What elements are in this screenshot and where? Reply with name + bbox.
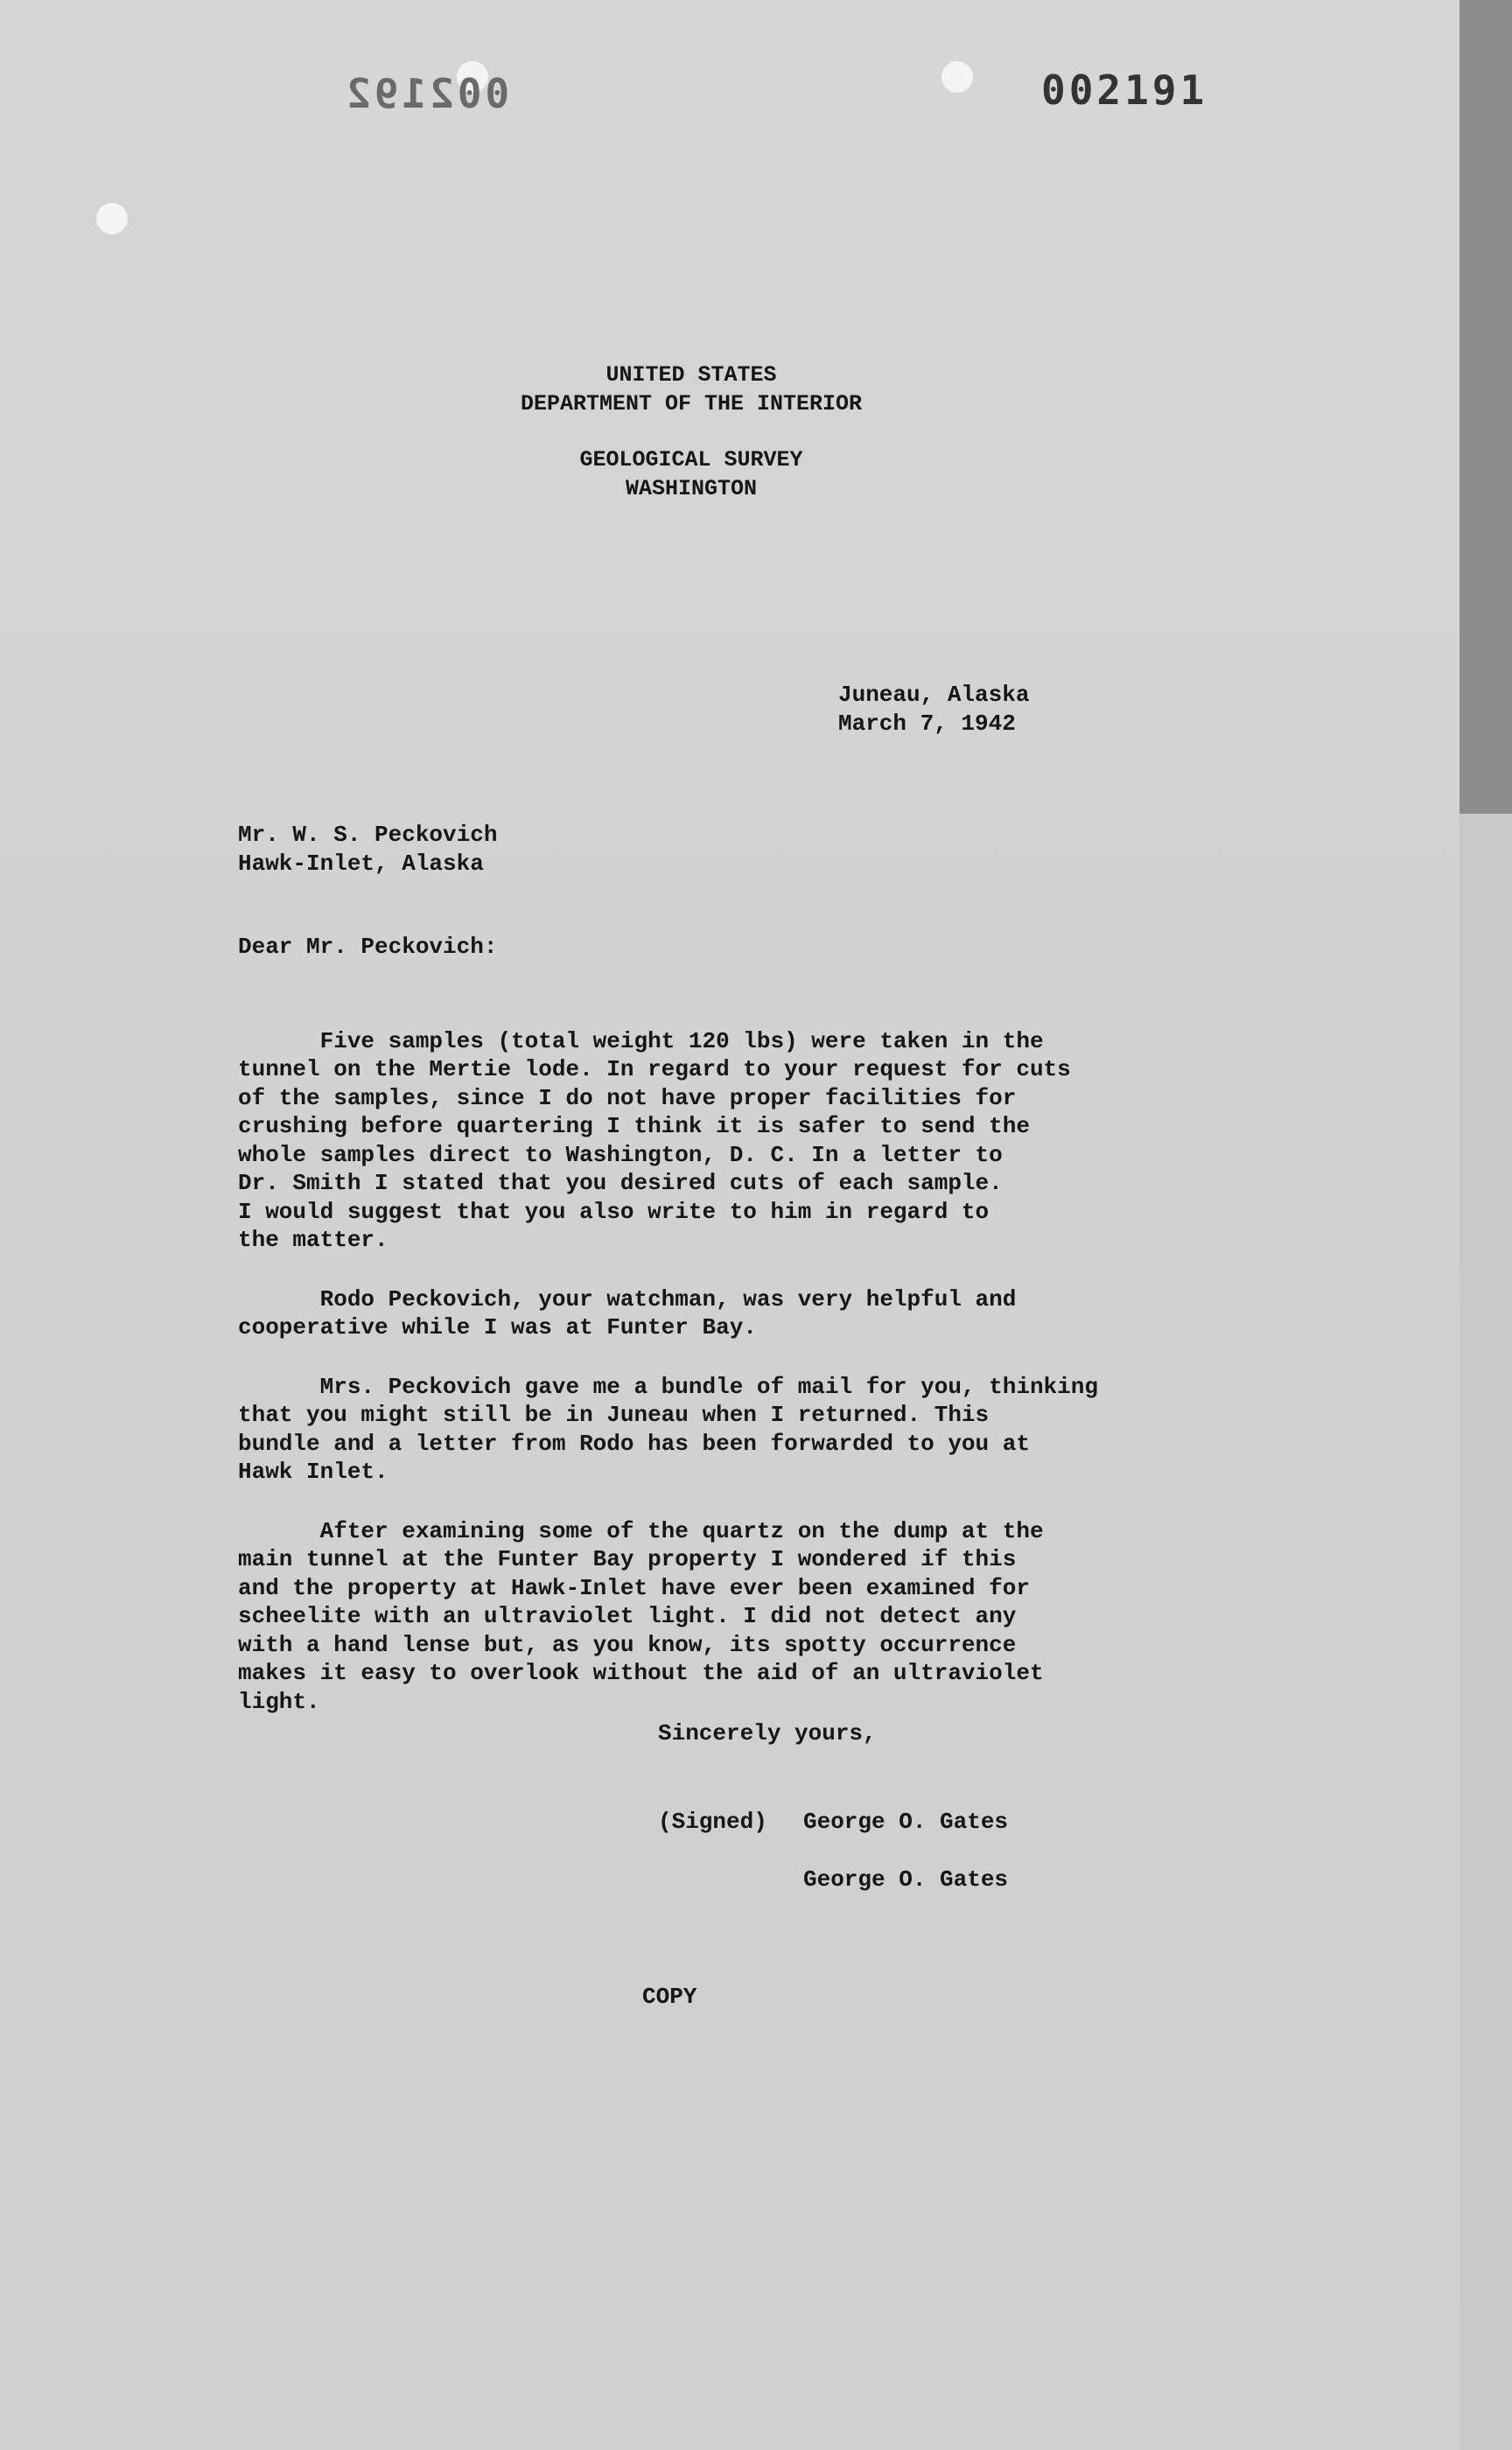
letterhead-line: WASHINGTON [625, 476, 758, 501]
paragraph [238, 1256, 1157, 1342]
page-edge [1460, 814, 1512, 2450]
signed-label: (Signed) [658, 1809, 767, 1835]
punch-hole-left [96, 203, 128, 234]
letterhead-line: DEPARTMENT OF THE INTERIOR [520, 391, 863, 416]
paragraph-text: Rodo Peckovich, your watchman, was very helpful and cooperative while I was at Funter Bay. [238, 1285, 1017, 1340]
date-line: March 7, 1942 [838, 710, 1016, 737]
letterhead [420, 360, 962, 503]
paragraph [238, 1488, 1157, 1716]
punch-hole-top-right [942, 61, 973, 93]
paragraph [238, 1344, 1157, 1487]
closing: Sincerely yours, [658, 1720, 877, 1746]
letterhead-line: UNITED STATES [606, 362, 777, 388]
salutation: Dear Mr. Peckovich: [238, 934, 498, 960]
document-number: 002191 [1041, 66, 1208, 114]
recipient-address: Hawk-Inlet, Alaska [238, 850, 484, 877]
place-line: Juneau, Alaska [838, 682, 1030, 708]
paragraph [238, 998, 1157, 1283]
recipient-name: Mr. W. S. Peckovich [238, 822, 498, 848]
paragraph-text: After examining some of the quartz on the dump at the main tunnel at the Funter Bay property I wondered if this and the property at Hawk-Inlet have ever been examined for scheelite with an ultraviolet light. I did not detect any with a hand lense but, as you know, its spotty occurrence makes it easy to overlook without the aid of an ultraviolet light. [238, 1517, 1044, 1715]
paragraph-text: Mrs. Peckovich gave me a bundle of mail for you, thinking that you might still be in Juneau when I returned. This bundle and a letter from Rodo has been forwarded to you at Hawk Inlet. [238, 1373, 1098, 1485]
paragraph-text: Five samples (total weight 120 lbs) were taken in the tunnel on the Mertie lode. In regard to your request for cuts of the samples, since I do not have proper facilities for crushing before quartering I think it is safer to send the whole samples direct to Washington, D. C. In a letter to Dr. Smith I stated that you desired cuts of each sample. I would suggest that you also write to him in regard to the matter. [238, 1027, 1071, 1253]
signed-name: George O. Gates [803, 1809, 1009, 1835]
letterhead-line: GEOLOGICAL SURVEY [579, 447, 803, 472]
mirrored-document-number: 002192 [343, 70, 510, 117]
typed-name: George O. Gates [803, 1866, 1009, 1893]
copy-mark: COPY [642, 1984, 697, 2010]
